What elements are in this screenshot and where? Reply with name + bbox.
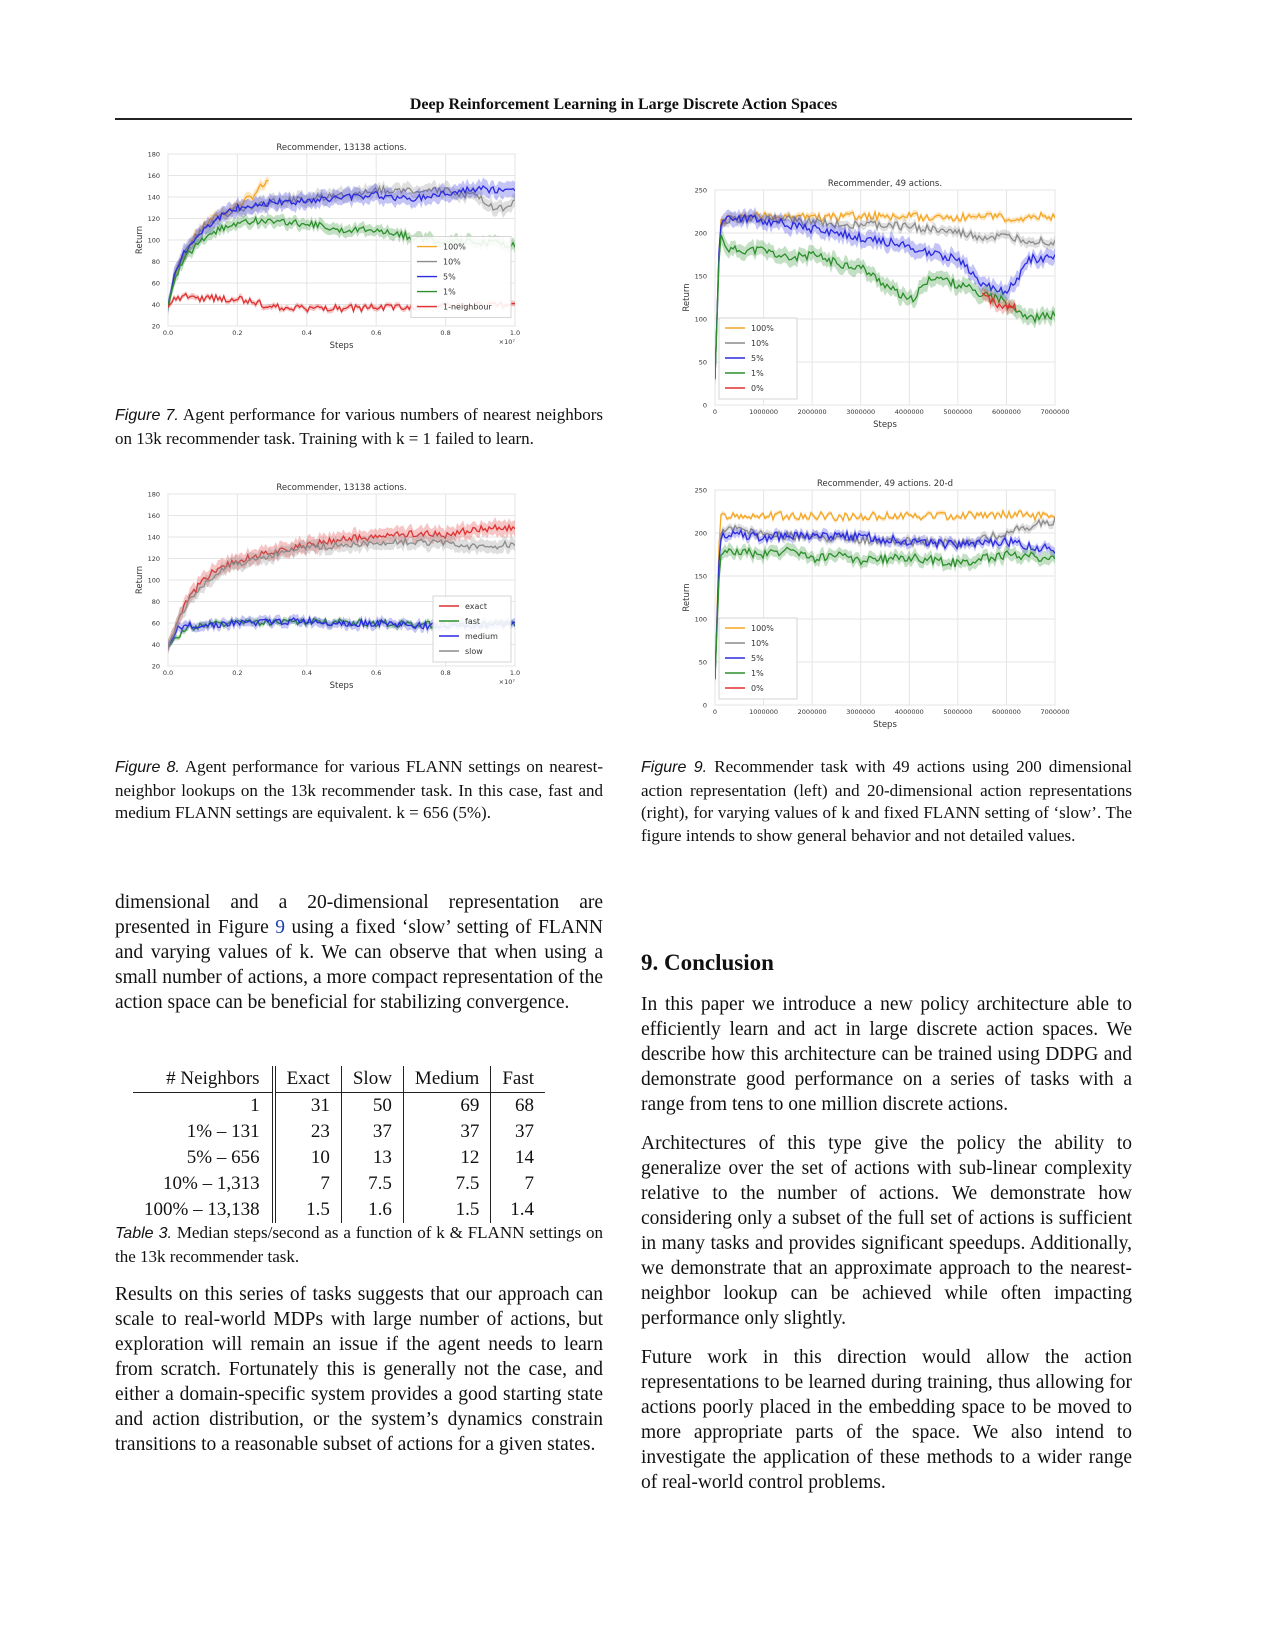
legend-label-100%: 100%: [443, 242, 466, 252]
table-cell: 37: [341, 1119, 403, 1145]
table-header-row: [133, 1066, 545, 1093]
table-3-caption: [115, 1222, 603, 1268]
y-tick-label: 120: [147, 555, 160, 563]
y-tick-label: 20: [151, 662, 160, 671]
x-tick-label: 0.2: [232, 329, 243, 337]
figure-7-label: Figure 7.: [115, 407, 179, 424]
x-tick-label: 3000000: [846, 408, 876, 416]
x-axis-label: Steps: [329, 341, 354, 351]
figure-9-left-chart: [665, 168, 1077, 430]
table-header-fast: Fast: [491, 1066, 545, 1093]
table-header-neighbors: # Neighbors: [133, 1066, 274, 1093]
x-tick-label: 0: [712, 408, 718, 416]
figure-8-label: Figure 8.: [115, 759, 180, 776]
table-cell: 10% – 1,313: [133, 1171, 274, 1197]
table-3-label: Table 3.: [115, 1225, 172, 1242]
table-header-slow: Slow: [341, 1066, 403, 1093]
legend-label-10%: 10%: [751, 639, 769, 648]
y-tick-label: 180: [147, 150, 160, 159]
x-tick-label: 5000000: [943, 408, 973, 416]
y-tick-label: 40: [151, 641, 160, 649]
y-tick-label: 100: [147, 236, 160, 245]
y-axis-label: Return: [135, 225, 145, 255]
x-tick-label: 4000000: [894, 708, 924, 716]
x-tick-label: 7000000: [1040, 408, 1070, 416]
fig7-svg: [130, 140, 550, 360]
table-cell: 1: [133, 1093, 274, 1120]
x-tick-label: 0.0: [162, 669, 174, 677]
legend-label-1%: 1%: [443, 287, 456, 297]
body-paragraph-1: [115, 890, 603, 1015]
table-row: [133, 1197, 545, 1223]
table-cell: 37: [403, 1119, 490, 1145]
x-tick-label: 1.0: [509, 669, 521, 677]
y-tick-label: 60: [151, 619, 160, 628]
table-cell: 13: [341, 1145, 403, 1171]
x-axis-exponent: ×10⁷: [498, 338, 515, 346]
y-tick-label: 60: [151, 279, 160, 288]
y-tick-label: 180: [147, 490, 160, 499]
table-cell: 14: [515, 1147, 534, 1168]
table-cell: 7: [524, 1173, 534, 1194]
figure-8-chart: [130, 480, 550, 700]
x-axis-label: Steps: [873, 720, 897, 730]
figure-9-right-chart: [665, 468, 1077, 730]
table-cell: 31: [274, 1093, 342, 1120]
legend-label-medium: medium: [465, 632, 498, 641]
y-tick-label: 100: [147, 576, 160, 585]
chart-title: Recommender, 49 actions. 20-d: [816, 479, 954, 489]
y-tick-label: 20: [151, 322, 160, 331]
y-tick-label: 50: [698, 658, 707, 667]
x-tick-label: 5000000: [943, 708, 973, 716]
y-tick-label: 100: [694, 315, 707, 324]
table-cell: 50: [341, 1093, 403, 1120]
x-tick-label: 0.8: [440, 329, 451, 337]
legend-label-1-neighbour: 1-neighbour: [443, 302, 492, 312]
table-cell: 7.5: [403, 1171, 490, 1197]
x-tick-label: 0.4: [301, 669, 312, 677]
chart-title: Recommender, 13138 actions.: [276, 483, 407, 493]
x-tick-label: 1000000: [749, 708, 779, 716]
x-tick-label: 4000000: [894, 408, 924, 416]
figure-9-caption: [641, 756, 1132, 847]
table-cell: 12: [403, 1145, 490, 1171]
legend-label-5%: 5%: [751, 654, 764, 663]
table-cell: 1.5: [403, 1197, 490, 1223]
table-header-medium: Medium: [403, 1066, 490, 1093]
figure-9-label: Figure 9.: [641, 759, 708, 776]
x-axis-label: Steps: [329, 681, 354, 691]
section-heading-conclusion: 9. Conclusion: [641, 950, 774, 975]
y-axis-label: Return: [682, 283, 692, 312]
figure-8-text: Agent performance for various FLANN settings on nearest-neighbor lookups on the 13k recommender task. In this case, fast and medium FLANN settings are equivalent. k = 656 (5%).: [115, 757, 604, 822]
legend-label-5%: 5%: [751, 354, 764, 363]
chart-title: Recommender, 49 actions.: [827, 179, 943, 189]
legend-label-100%: 100%: [751, 624, 774, 633]
y-axis-label: Return: [135, 565, 145, 595]
x-tick-label: 6000000: [991, 408, 1021, 416]
x-tick-label: 3000000: [846, 708, 876, 716]
x-tick-label: 1.0: [509, 329, 521, 337]
x-tick-label: 0.2: [232, 669, 243, 677]
legend-label-10%: 10%: [751, 339, 769, 348]
x-tick-label: 6000000: [991, 708, 1021, 716]
body-paragraph-2: Results on this series of tasks suggests that our approach can scale to real-world MDPs with large number of actions, but exploration will remain an issue if the agent needs to learn from scratch. Fortunately this is generally not the case, and either a domain-specific system provides a good starting state and action distribution, or the system’s dynamics constrain transitions to a reasonable subset of actions for a given states.: [115, 1284, 603, 1455]
y-tick-label: 100: [694, 615, 707, 624]
y-tick-label: 80: [151, 598, 160, 606]
x-axis-exponent: ×10⁷: [498, 678, 515, 686]
table-3: [133, 1066, 545, 1223]
figure-8-caption: [115, 756, 603, 825]
y-tick-label: 80: [151, 258, 160, 266]
x-tick-label: 7000000: [1040, 708, 1070, 716]
table-row: [133, 1171, 545, 1197]
x-tick-label: 2000000: [797, 408, 827, 416]
y-tick-label: 250: [694, 186, 707, 195]
fig9b-svg: [665, 468, 1077, 730]
y-tick-label: 40: [151, 301, 160, 309]
fig9a-svg: [665, 168, 1077, 430]
table-header-exact: Exact: [274, 1066, 342, 1093]
x-tick-label: 1000000: [749, 408, 779, 416]
x-tick-label: 0.0: [162, 329, 174, 337]
header-rule: [115, 118, 1132, 120]
x-tick-label: 0.6: [371, 669, 382, 677]
conclusion-paragraph-1: In this paper we introduce a new policy architecture able to efficiently learn and act in large discrete action spaces. We describe how this architecture can be trained using DDPG and demonstrate good performance on a series of tasks with a range from tens to one million discrete actions.: [641, 994, 1132, 1115]
x-tick-label: 0.6: [371, 329, 382, 337]
table-cell: 1.4: [510, 1199, 534, 1220]
x-tick-label: 0.4: [301, 329, 312, 337]
x-axis-label: Steps: [873, 420, 897, 430]
chart-title: Recommender, 13138 actions.: [276, 143, 407, 153]
y-tick-label: 0: [702, 701, 707, 710]
figure-7-caption: [115, 404, 603, 450]
body-paragraph-1-start: dimensional and a 20-dimensional representation are presented in Figure: [115, 892, 603, 938]
figure-9-reference-link[interactable]: 9: [275, 917, 285, 938]
conclusion-paragraph-3: Future work in this direction would allow the action representations to be learned during training, thus allowing for actions poorly placed in the embedding space to be moved to more appropriate parts of the space. We also intend to investigate the application of these methods to a wider range of real-world control problems.: [641, 1347, 1132, 1493]
legend-label-100%: 100%: [751, 324, 774, 333]
x-tick-label: 0.8: [440, 669, 451, 677]
y-tick-label: 120: [147, 215, 160, 223]
table-cell: 7: [274, 1171, 342, 1197]
y-tick-label: 140: [147, 193, 160, 202]
table-cell: 7.5: [341, 1171, 403, 1197]
table-cell: 100% – 13,138: [133, 1197, 274, 1223]
fig8-svg: [130, 480, 550, 700]
table-cell: 1% – 131: [133, 1119, 274, 1145]
table-cell: 10: [274, 1145, 342, 1171]
legend-label-fast: fast: [465, 617, 481, 626]
legend-label-10%: 10%: [443, 257, 461, 267]
figure-7-text: Agent performance for various numbers of nearest neighbors on 13k recommender task. Training with k = 1 failed to learn.: [115, 405, 603, 448]
legend-label-1%: 1%: [751, 369, 764, 378]
table-cell: 37: [515, 1121, 534, 1142]
y-tick-label: 160: [147, 512, 160, 520]
legend-label-1%: 1%: [751, 669, 764, 678]
y-tick-label: 200: [694, 529, 707, 538]
figure-9-text: Recommender task with 49 actions using 200 dimensional action representation (left) and 20-dimensional action representations (right), for varying values of k and fixed FLANN setting of ‘slow’. The figure intends to show general behavior and not detailed values.: [641, 757, 1133, 845]
y-tick-label: 150: [694, 272, 707, 281]
y-axis-label: Return: [682, 583, 692, 612]
y-tick-label: 50: [698, 358, 707, 367]
table-row: [133, 1093, 545, 1120]
y-tick-label: 250: [694, 486, 707, 495]
legend-label-5%: 5%: [443, 272, 456, 282]
table-cell: 23: [274, 1119, 342, 1145]
x-tick-label: 0: [712, 708, 718, 716]
x-tick-label: 2000000: [797, 708, 827, 716]
conclusion-paragraph-2: Architectures of this type give the policy the ability to generalize over the set of actions with sub-linear complexity relative to the number of actions. We demonstrate how considering only a subset of the full set of actions is sufficient in many tasks and provides significant speedups. Additionally, we demonstrate that an approximate approach to the nearest-neighbor lookup can be achieved while often impacting performance only slightly.: [641, 1133, 1132, 1329]
legend-label-0%: 0%: [751, 384, 764, 393]
legend-label-slow: slow: [465, 647, 483, 656]
figure-7-chart: [130, 140, 550, 360]
table-cell: 69: [403, 1093, 490, 1120]
legend-label-exact: exact: [465, 602, 487, 611]
table-cell: 5% – 656: [133, 1145, 274, 1171]
y-tick-label: 150: [694, 572, 707, 581]
table-3-text: Median steps/second as a function of k & FLANN settings on the 13k recommender task.: [115, 1223, 604, 1266]
y-tick-label: 160: [147, 172, 160, 180]
table-cell: 68: [515, 1095, 534, 1116]
table-cell: 1.6: [341, 1197, 403, 1223]
legend-label-0%: 0%: [751, 684, 764, 693]
y-tick-label: 140: [147, 533, 160, 542]
y-tick-label: 0: [702, 401, 707, 410]
y-tick-label: 200: [694, 229, 707, 238]
table-row: [133, 1119, 545, 1145]
table-row: [133, 1145, 545, 1171]
running-header: Deep Reinforcement Learning in Large Discrete Action Spaces: [409, 96, 838, 113]
table-cell: 1.5: [274, 1197, 342, 1223]
body-paragraph-1-end: using a fixed ‘slow’ setting of FLANN and varying values of k. We can observe that when using a small number of actions, a more compact representation of the action space can be beneficial for stabilizing convergence.: [115, 917, 603, 1013]
